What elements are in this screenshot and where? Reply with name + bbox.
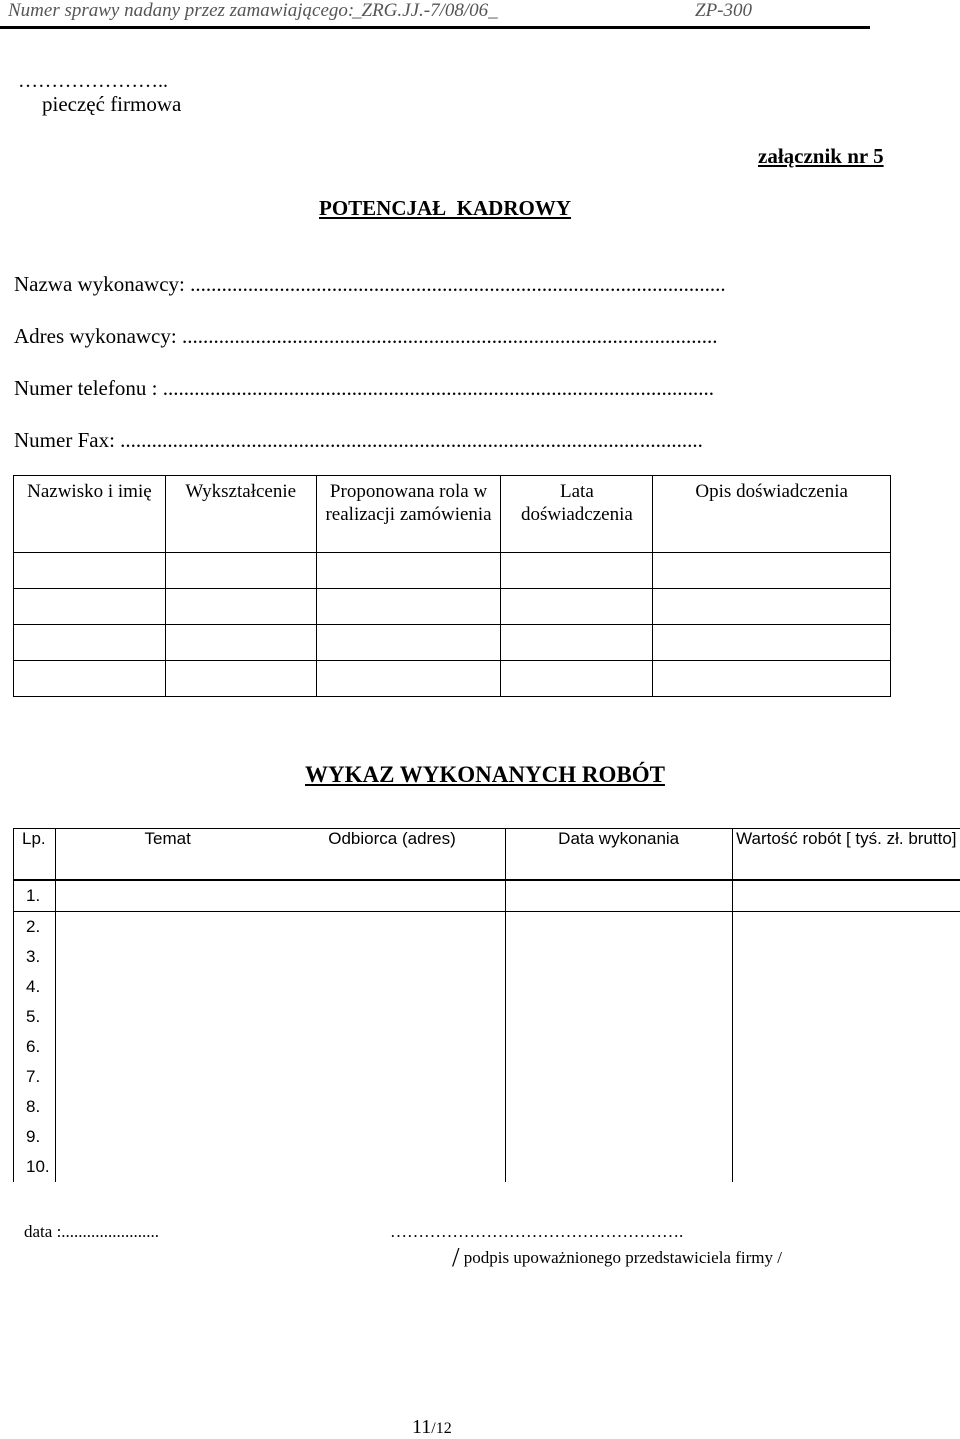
staff-header-role: Proponowana rola w realizacji zamówienia (316, 476, 501, 553)
works-cell[interactable] (55, 880, 279, 912)
works-header-value: Wartość robót [ tyś. zł. brutto] (732, 829, 960, 881)
case-number: _ZRG.JJ.-7/08/06_ (352, 0, 498, 22)
row-number: 7. (14, 1062, 56, 1092)
page-number (412, 1416, 452, 1439)
staff-table (13, 475, 891, 697)
table-row (14, 1032, 960, 1062)
works-cell[interactable] (505, 1122, 732, 1152)
company-stamp-label: pieczęć firmowa (42, 92, 181, 117)
works-cell[interactable] (505, 942, 732, 972)
works-cell[interactable] (279, 880, 505, 912)
phone-number-field[interactable]: Numer telefonu : ......................................................................................................... (14, 376, 714, 401)
works-cell[interactable] (505, 972, 732, 1002)
procedure-code: ZP-300 (695, 0, 752, 22)
works-title: WYKAZ WYKONANYCH ROBÓT (305, 762, 665, 788)
works-cell[interactable] (505, 1152, 732, 1182)
works-table (13, 828, 960, 1182)
works-cell[interactable] (732, 1062, 960, 1092)
works-cell[interactable] (732, 1122, 960, 1152)
works-cell[interactable] (55, 942, 279, 972)
staff-header-years: Lata doświadczenia (501, 476, 653, 553)
works-cell[interactable] (55, 1032, 279, 1062)
header-rule (0, 26, 870, 29)
row-number: 1. (14, 880, 56, 912)
works-cell[interactable] (55, 1152, 279, 1182)
date-field[interactable]: data :....................... (24, 1222, 159, 1242)
row-number: 10. (14, 1152, 56, 1182)
works-cell[interactable] (732, 912, 960, 943)
works-cell[interactable] (505, 880, 732, 912)
works-cell[interactable] (279, 942, 505, 972)
signature-label: podpis upoważnionego przedstawiciela firmy / (464, 1248, 782, 1267)
works-cell[interactable] (505, 1032, 732, 1062)
works-cell[interactable] (505, 1092, 732, 1122)
works-header-recipient: Odbiorca (adres) (279, 829, 505, 881)
table-row (14, 661, 891, 697)
signature-slash: / (452, 1242, 460, 1272)
works-cell[interactable] (505, 1002, 732, 1032)
works-header-subject: Temat (55, 829, 279, 881)
page-title: POTENCJAŁ KADROWY (319, 196, 571, 221)
table-row (14, 1062, 960, 1092)
table-row (14, 1152, 960, 1182)
works-cell[interactable] (732, 1152, 960, 1182)
table-row (14, 972, 960, 1002)
table-row (14, 589, 891, 625)
works-cell[interactable] (732, 972, 960, 1002)
staff-header-education: Wykształcenie (165, 476, 316, 553)
works-header-date: Data wykonania (505, 829, 732, 881)
works-cell[interactable] (279, 1002, 505, 1032)
works-cell[interactable] (505, 1062, 732, 1092)
row-number: 4. (14, 972, 56, 1002)
signature-line: ……………………………………………. (390, 1222, 683, 1242)
works-cell[interactable] (732, 1092, 960, 1122)
works-cell[interactable] (55, 912, 279, 943)
works-cell[interactable] (279, 912, 505, 943)
row-number: 8. (14, 1092, 56, 1122)
works-cell[interactable] (55, 972, 279, 1002)
table-row (14, 912, 960, 943)
row-number: 5. (14, 1002, 56, 1032)
table-row (14, 1122, 960, 1152)
table-row (14, 553, 891, 589)
table-row (14, 1092, 960, 1122)
works-cell[interactable] (279, 1032, 505, 1062)
row-number: 6. (14, 1032, 56, 1062)
staff-header-name: Nazwisko i imię (14, 476, 166, 553)
works-cell[interactable] (505, 912, 732, 943)
case-number-label: Numer sprawy nadany przez zamawiającego: (8, 0, 354, 22)
attachment-label: załącznik nr 5 (758, 144, 884, 169)
fax-number-field[interactable]: Numer Fax: ............................................................................................................... (14, 428, 703, 453)
row-number: 2. (14, 912, 56, 943)
page-current: 11 (412, 1416, 431, 1438)
works-cell[interactable] (279, 1152, 505, 1182)
row-number: 9. (14, 1122, 56, 1152)
works-cell[interactable] (279, 1122, 505, 1152)
works-cell[interactable] (55, 1122, 279, 1152)
works-cell[interactable] (55, 1092, 279, 1122)
page-total: /12 (431, 1420, 451, 1437)
stamp-dots: ………………….. (18, 70, 168, 93)
staff-header-description: Opis doświadczenia (653, 476, 891, 553)
works-cell[interactable] (279, 1092, 505, 1122)
works-header-lp: Lp. (14, 829, 56, 881)
works-cell[interactable] (732, 880, 960, 912)
contractor-name-field[interactable]: Nazwa wykonawcy: ...................................................................................................... (14, 272, 726, 297)
works-cell[interactable] (732, 1032, 960, 1062)
works-cell[interactable] (279, 1062, 505, 1092)
table-row (14, 625, 891, 661)
signature-caption (452, 1242, 782, 1273)
works-cell[interactable] (55, 1002, 279, 1032)
table-row (14, 942, 960, 972)
works-cell[interactable] (55, 1062, 279, 1092)
contractor-address-field[interactable]: Adres wykonawcy: ...................................................................................................... (14, 324, 717, 349)
works-cell[interactable] (732, 1002, 960, 1032)
table-row (14, 1002, 960, 1032)
works-cell[interactable] (732, 942, 960, 972)
table-row (14, 880, 960, 912)
row-number: 3. (14, 942, 56, 972)
works-cell[interactable] (279, 972, 505, 1002)
